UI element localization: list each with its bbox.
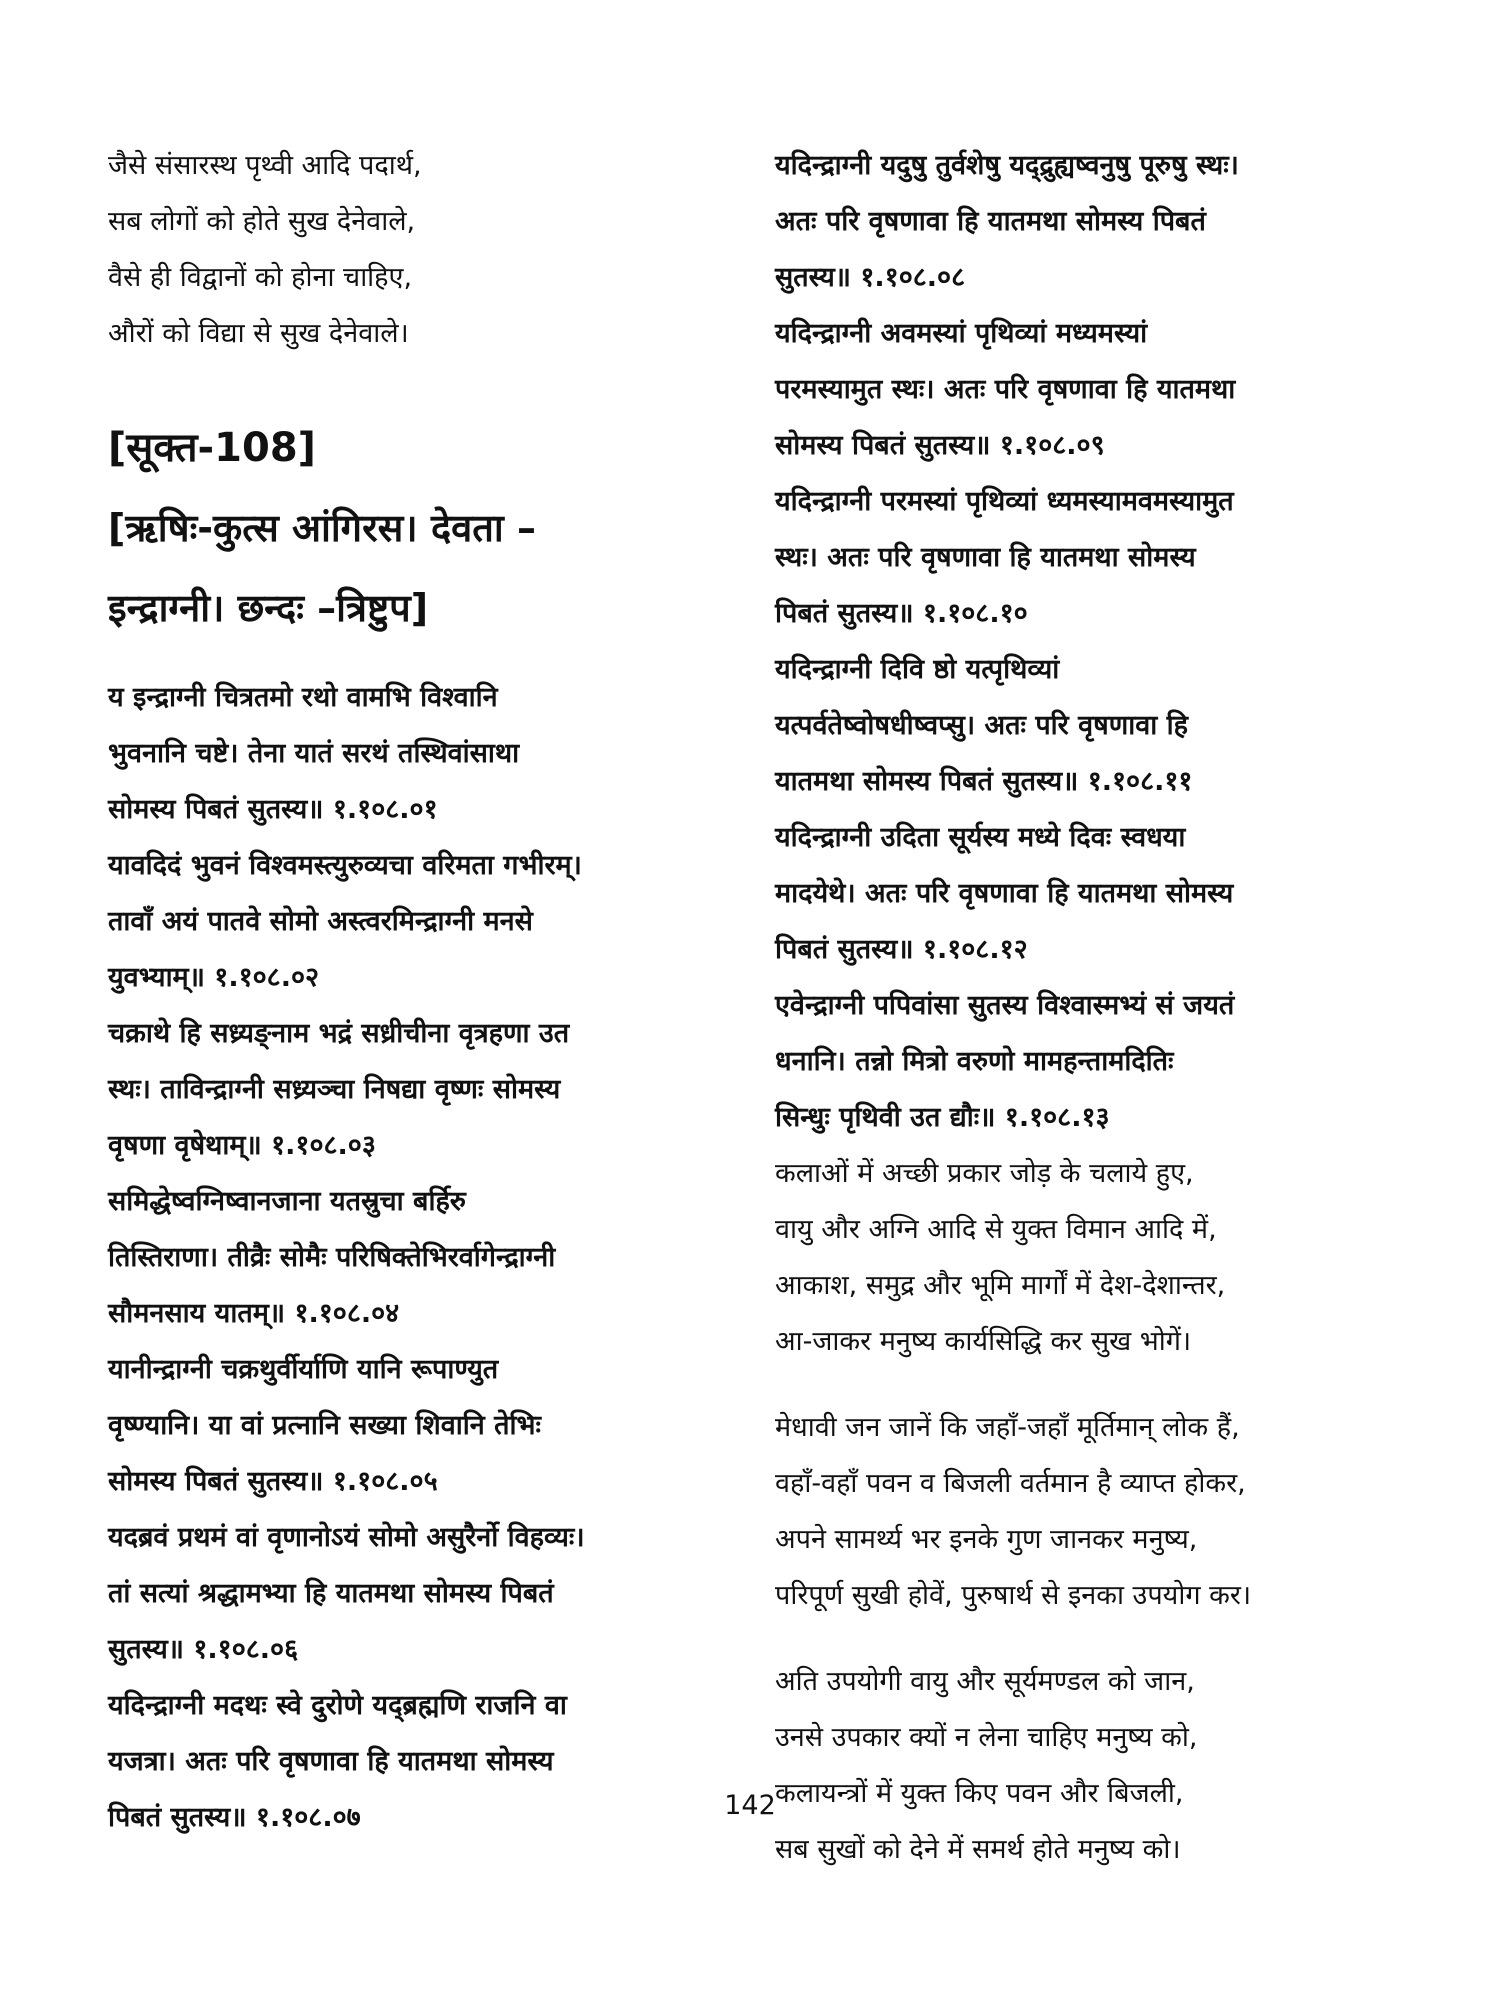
verse-line: सिन्धुः पृथिवी उत द्यौः॥ १.१०८.१३ bbox=[775, 1102, 1110, 1133]
mantra-verse bbox=[108, 1174, 748, 1342]
verse-line: धनानि। तन्नो मित्रो वरुणो मामहन्तामदितिः bbox=[775, 1046, 1174, 1077]
poem-line: कलायन्त्रों में युक्त किए पवन और बिजली, bbox=[775, 1778, 1184, 1809]
explanation-poem bbox=[775, 1400, 1405, 1624]
left-mantras bbox=[108, 670, 748, 1846]
verse-line: चक्राथे हि सध्र्यङ्नाम भद्रं सध्रीचीना वृत्रहणा उत bbox=[108, 1018, 570, 1049]
verse-line: पिबतं सुतस्य॥ १.१०८.१२ bbox=[775, 934, 1028, 965]
verse-line: अतः परि वृषणावा हि यातमथा सोमस्य पिबतं bbox=[775, 206, 1206, 237]
right-mantras bbox=[775, 138, 1405, 1146]
verse-line: भुवनानि चष्टे। तेना यातं सरथं तस्थिवांसाथा bbox=[108, 738, 520, 769]
verse-line: यातमथा सोमस्य पिबतं सुतस्य॥ १.१०८.११ bbox=[775, 766, 1193, 797]
verse-line: स्थः। अतः परि वृषणावा हि यातमथा सोमस्य bbox=[775, 542, 1196, 573]
verse-line: य इन्द्राग्नी चित्रतमो रथो वामभि विश्वानि bbox=[108, 682, 498, 713]
poem-line: सब सुखों को देने में समर्थ होते मनुष्य को। bbox=[775, 1834, 1181, 1865]
poem-line: आ-जाकर मनुष्य कार्यसिद्धि कर सुख भोगें। bbox=[775, 1326, 1192, 1357]
verse-line: स्थः। ताविन्द्राग्नी सध्र्यञ्चा निषद्या वृष्णः सोमस्य bbox=[108, 1074, 561, 1105]
verse-line: सुतस्य॥ १.१०८.०६ bbox=[108, 1634, 299, 1665]
verse-line: यदिन्द्राग्नी परमस्यां पृथिव्यां ध्यमस्यामवमस्यामुत bbox=[775, 486, 1234, 517]
verse-line: यदिन्द्राग्नी उदिता सूर्यस्य मध्ये दिवः स्वधया bbox=[775, 822, 1186, 853]
sukta-title: [सूक्त-108] bbox=[108, 425, 316, 471]
verse-line: यदिन्द्राग्नी दिवि ष्ठो यत्पृथिव्यां bbox=[775, 654, 1060, 685]
poem-line: कलाओं में अच्छी प्रकार जोड़ के चलाये हुए, bbox=[775, 1158, 1194, 1189]
verse-line: परमस्यामुत स्थः। अतः परि वृषणावा हि यातमथा bbox=[775, 374, 1236, 405]
verse-line: यत्पर्वतेष्वोषधीष्वप्सु। अतः परि वृषणावा हि bbox=[775, 710, 1188, 741]
poem-line: वायु और अग्नि आदि से युक्त विमान आदि में, bbox=[775, 1214, 1217, 1245]
verse-line: तावाँ अयं पातवे सोमो अस्त्वरमिन्द्राग्नी मनसे bbox=[108, 906, 533, 937]
poem-line: परिपूर्ण सुखी होवें, पुरुषार्थ से इनका उपयोग कर। bbox=[775, 1580, 1252, 1611]
verse-line: सोमस्य पिबतं सुतस्य॥ १.१०८.०५ bbox=[108, 1466, 438, 1497]
verse-line: समिद्धेष्वग्निष्वानजाना यतस्रुचा बर्हिरु bbox=[108, 1186, 466, 1217]
mantra-verse bbox=[775, 642, 1405, 810]
verse-line: यदब्रवं प्रथमं वां वृणानोऽयं सोमो असुरैर्नो विहव्यः। bbox=[108, 1522, 585, 1553]
right-column bbox=[775, 138, 1405, 1878]
chhanda-line: इन्द्राग्नी। छन्दः –त्रिष्टुप] bbox=[108, 586, 429, 630]
verse-line: सुतस्य॥ १.१०८.०८ bbox=[775, 262, 966, 293]
verse-line: मादयेथे। अतः परि वृषणावा हि यातमथा सोमस्य bbox=[775, 878, 1234, 909]
verse-line: वृषणा वृषेथाम्॥ १.१०८.०३ bbox=[108, 1130, 376, 1161]
verse-line: यजत्रा। अतः परि वृषणावा हि यातमथा सोमस्य bbox=[108, 1746, 554, 1777]
verse-line: यदिन्द्राग्नी अवमस्यां पृथिव्यां मध्यमस्यां bbox=[775, 318, 1148, 349]
mantra-verse bbox=[775, 978, 1405, 1146]
mantra-verse bbox=[108, 670, 748, 838]
mantra-verse bbox=[108, 838, 748, 1006]
poem-line: मेधावी जन जानें कि जहाँ-जहाँ मूर्तिमान् लोक हैं, bbox=[775, 1412, 1240, 1443]
rishi-line: [ऋषिः-कुत्स आंगिरस। देवता – bbox=[108, 506, 536, 550]
explanation-poem bbox=[775, 1654, 1405, 1878]
poem-line: औरों को विद्या से सुख देनेवाले। bbox=[108, 318, 409, 349]
poem-line: आकाश, समुद्र और भूमि मार्गों में देश-देशान्तर, bbox=[775, 1270, 1226, 1301]
verse-line: सोमस्य पिबतं सुतस्य॥ १.१०८.०१ bbox=[108, 794, 438, 825]
left-column bbox=[108, 138, 748, 1846]
verse-line: युवभ्याम्॥ १.१०८.०२ bbox=[108, 962, 320, 993]
verse-line: यानीन्द्राग्नी चक्रथुर्वीर्याणि यानि रूपाण्युत bbox=[108, 1354, 499, 1385]
mantra-verse bbox=[775, 306, 1405, 474]
verse-line: यावदिदं भुवनं विश्वमस्त्युरुव्यचा वरिमता गभीरम्। bbox=[108, 850, 582, 881]
poem-line: उनसे उपकार क्यों न लेना चाहिए मनुष्य को, bbox=[775, 1722, 1198, 1753]
mantra-verse bbox=[775, 810, 1405, 978]
poem-line: अति उपयोगी वायु और सूर्यमण्डल को जान, bbox=[775, 1666, 1195, 1697]
sukta-heading bbox=[108, 408, 748, 648]
poem-line: अपने सामर्थ्य भर इनके गुण जानकर मनुष्य, bbox=[775, 1524, 1198, 1555]
verse-line: तां सत्यां श्रद्धामभ्या हि यातमथा सोमस्य पिबतं bbox=[108, 1578, 554, 1609]
poem-line: वहाँ-वहाँ पवन व बिजली वर्तमान है व्याप्त होकर, bbox=[775, 1468, 1246, 1499]
verse-line: तिस्तिराणा। तीव्रैः सोमैः परिषिक्तेभिरर्वागेन्द्राग्नी bbox=[108, 1242, 556, 1273]
mantra-verse bbox=[775, 474, 1405, 642]
mantra-verse bbox=[775, 138, 1405, 306]
verse-line: सोमस्य पिबतं सुतस्य॥ १.१०८.०९ bbox=[775, 430, 1105, 461]
poem-line: सब लोगों को होते सुख देनेवाले, bbox=[108, 206, 416, 237]
mantra-verse bbox=[108, 1342, 748, 1510]
page-number: 142 bbox=[724, 1790, 776, 1821]
mantra-verse bbox=[108, 1006, 748, 1174]
verse-line: यदिन्द्राग्नी मदथः स्वे दुरोणे यद्ब्रह्मणि राजनि वा bbox=[108, 1690, 567, 1721]
poem-line: जैसे संसारस्थ पृथ्वी आदि पदार्थ, bbox=[108, 150, 422, 181]
verse-line: पिबतं सुतस्य॥ १.१०८.१० bbox=[775, 598, 1028, 629]
poem-line: वैसे ही विद्वानों को होना चाहिए, bbox=[108, 262, 413, 293]
intro-poem bbox=[108, 138, 748, 362]
verse-line: एवेन्द्राग्नी पपिवांसा सुतस्य विश्वास्मभ्यं सं जयतं bbox=[775, 990, 1235, 1021]
mantra-verse bbox=[108, 1510, 748, 1678]
verse-line: पिबतं सुतस्य॥ १.१०८.०७ bbox=[108, 1802, 361, 1833]
explanation-poem bbox=[775, 1146, 1405, 1370]
verse-line: यदिन्द्राग्नी यदुषु तुर्वशेषु यद्द्रुह्यष्वनुषु पूरुषु स्थः। bbox=[775, 150, 1239, 181]
verse-line: सौमनसाय यातम्॥ १.१०८.०४ bbox=[108, 1298, 400, 1329]
verse-line: वृष्ण्यानि। या वां प्रत्नानि सख्या शिवानि तेभिः bbox=[108, 1410, 541, 1441]
